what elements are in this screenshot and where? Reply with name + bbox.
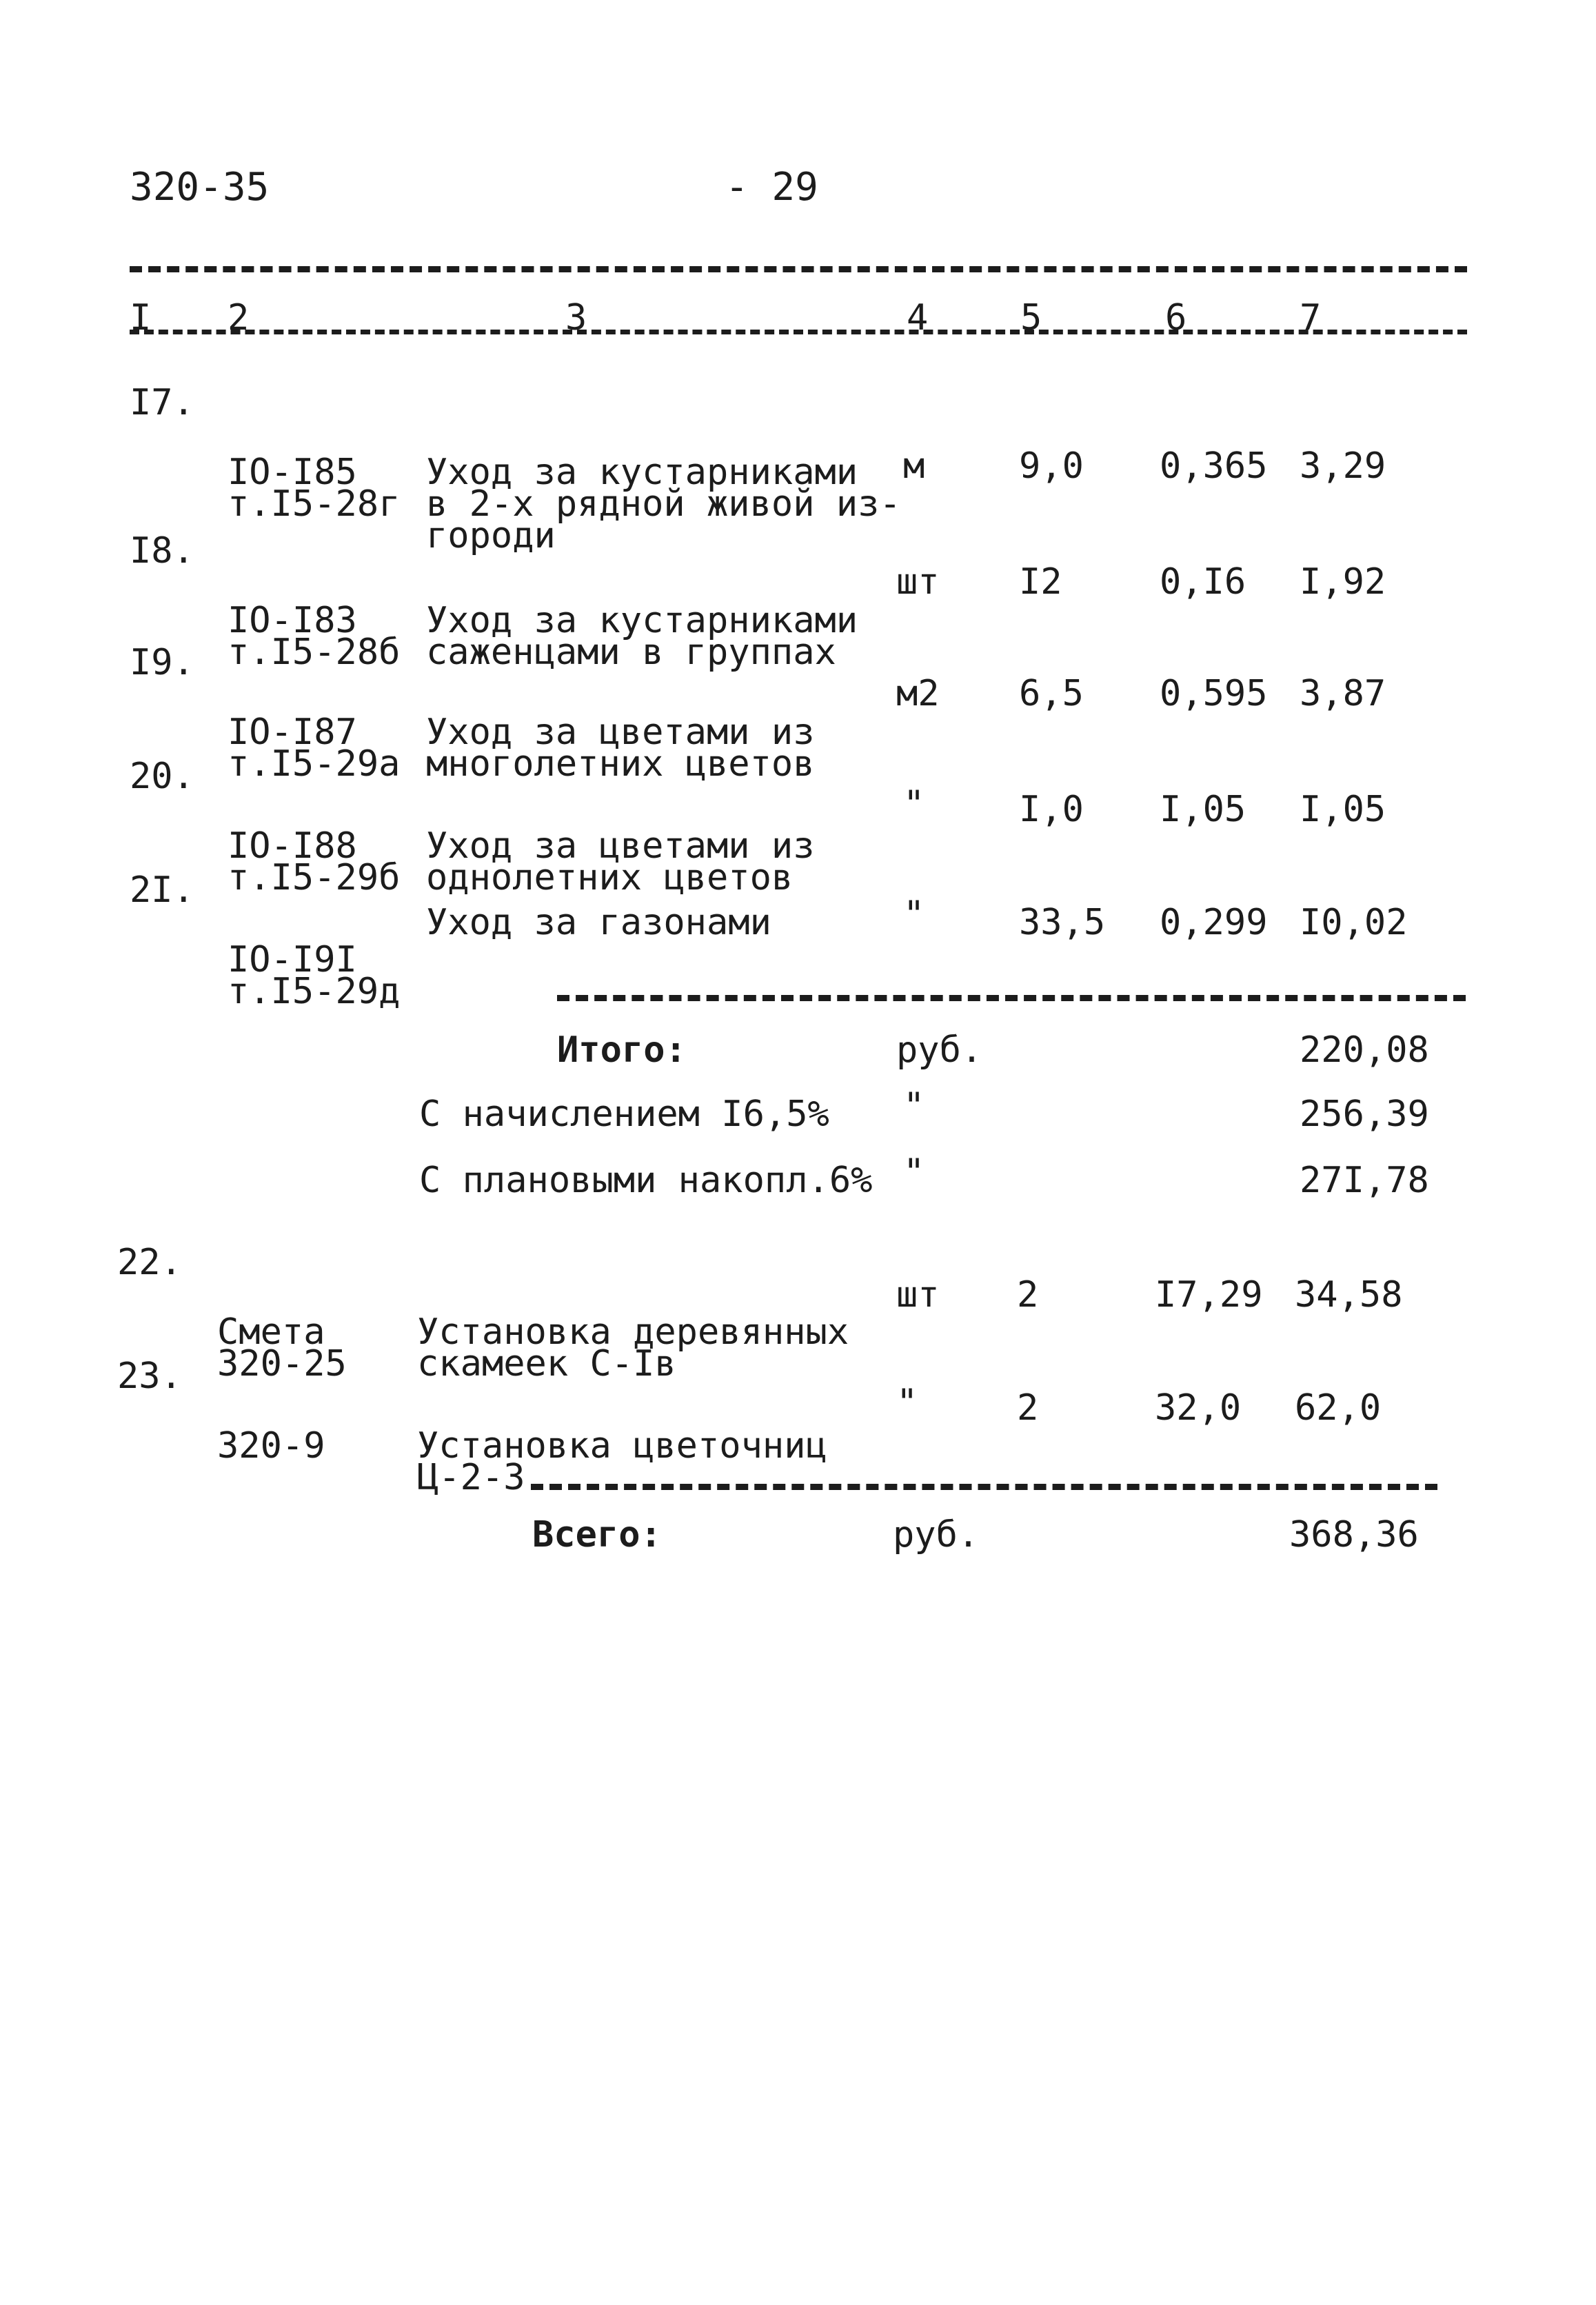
column-number-7: 7: [1300, 297, 1322, 339]
norm-code: IO-I9I т.I5-29д: [228, 939, 401, 1012]
total-cost: 34,58: [1295, 1274, 1403, 1316]
column-number-6: 6: [1165, 297, 1187, 339]
work-description: Уход за цветами из однолетних цветов: [426, 825, 815, 898]
unit: ": [896, 1382, 918, 1423]
unit-price: 32,0: [1155, 1387, 1242, 1429]
column-number-2: 2: [228, 297, 250, 339]
subtotal-amount: 220,08: [1300, 1029, 1429, 1071]
quantity: 2: [1017, 1387, 1039, 1429]
total-cost: 3,87: [1300, 673, 1386, 714]
row-number: 23.: [117, 1356, 182, 1397]
quantity: 9,0: [1019, 445, 1084, 487]
subtotal-amount: 27I,78: [1300, 1160, 1429, 1201]
column-number-4: 4: [907, 297, 929, 339]
work-description: Уход за кустарниками в 2-х рядной живой из- городи: [426, 452, 901, 556]
subtotal-unit: ": [903, 1151, 925, 1193]
unit-price: I7,29: [1155, 1274, 1263, 1316]
unit: м: [903, 445, 925, 487]
unit-price: 0,365: [1160, 445, 1268, 487]
row-number: 2I.: [130, 869, 194, 911]
work-description: Уход за цветами из многолетних цветов: [426, 712, 815, 785]
work-description: Установка деревянных скамеек С-Iв: [417, 1311, 849, 1385]
quantity: I2: [1019, 561, 1062, 603]
subtotal-unit: ": [903, 1085, 925, 1127]
row-number: I7.: [130, 382, 194, 423]
grand-total-label: Всего:: [532, 1514, 662, 1556]
grand-total-divider: [531, 1484, 1437, 1490]
subtotal-label: С плановыми накопл.6%: [419, 1160, 873, 1201]
norm-code: IO-I87 т.I5-29а: [228, 712, 401, 785]
page-number: - 29: [725, 165, 818, 210]
header-divider: [130, 266, 1467, 272]
quantity: I,0: [1019, 789, 1084, 830]
norm-code: 320-9: [217, 1425, 325, 1467]
unit: ": [903, 894, 925, 935]
total-cost: 62,0: [1295, 1387, 1382, 1429]
total-cost: I,92: [1300, 561, 1386, 603]
quantity: 6,5: [1019, 673, 1084, 714]
norm-code: IO-I83 т.I5-28б: [228, 600, 401, 673]
document-code: 320-35: [130, 165, 270, 210]
unit-price: 0,595: [1160, 673, 1268, 714]
norm-code: Смета 320-25: [217, 1311, 347, 1385]
work-description: Уход за газонами: [426, 902, 771, 943]
unit-price: I,05: [1160, 789, 1246, 830]
total-cost: 3,29: [1300, 445, 1386, 487]
row-number: I9.: [130, 642, 194, 683]
column-number-5: 5: [1020, 297, 1042, 339]
row-number: 22.: [117, 1242, 182, 1283]
unit: шт: [896, 1274, 940, 1316]
quantity: 2: [1017, 1274, 1039, 1316]
norm-code: IO-I88 т.I5-29б: [228, 825, 401, 898]
row-number: 20.: [130, 756, 194, 797]
subtotal-label: Итого:: [557, 1029, 687, 1071]
subtotal-unit: руб.: [896, 1029, 983, 1071]
unit-price: 0,I6: [1160, 561, 1246, 603]
work-description: Установка цветочниц Ц-2-3: [417, 1425, 827, 1498]
work-description: Уход за кустарниками саженцами в группах: [426, 600, 858, 673]
unit: шт: [896, 561, 940, 603]
row-number: I8.: [130, 530, 194, 572]
total-cost: I,05: [1300, 789, 1386, 830]
grand-total-unit: руб.: [893, 1514, 980, 1556]
unit-price: 0,299: [1160, 902, 1268, 943]
unit: м2: [896, 673, 940, 714]
column-number-underline: [130, 330, 1467, 334]
total-cost: I0,02: [1300, 902, 1408, 943]
subtotal-amount: 256,39: [1300, 1094, 1429, 1135]
unit: ": [903, 783, 925, 825]
column-number-1: I: [130, 297, 152, 339]
norm-code: IO-I85 т.I5-28г: [228, 452, 401, 525]
column-number-3: 3: [565, 297, 587, 339]
grand-total-amount: 368,36: [1289, 1514, 1419, 1556]
quantity: 33,5: [1019, 902, 1106, 943]
subtotal-label: С начислением I6,5%: [419, 1094, 829, 1135]
subtotal-divider: [557, 995, 1466, 1001]
